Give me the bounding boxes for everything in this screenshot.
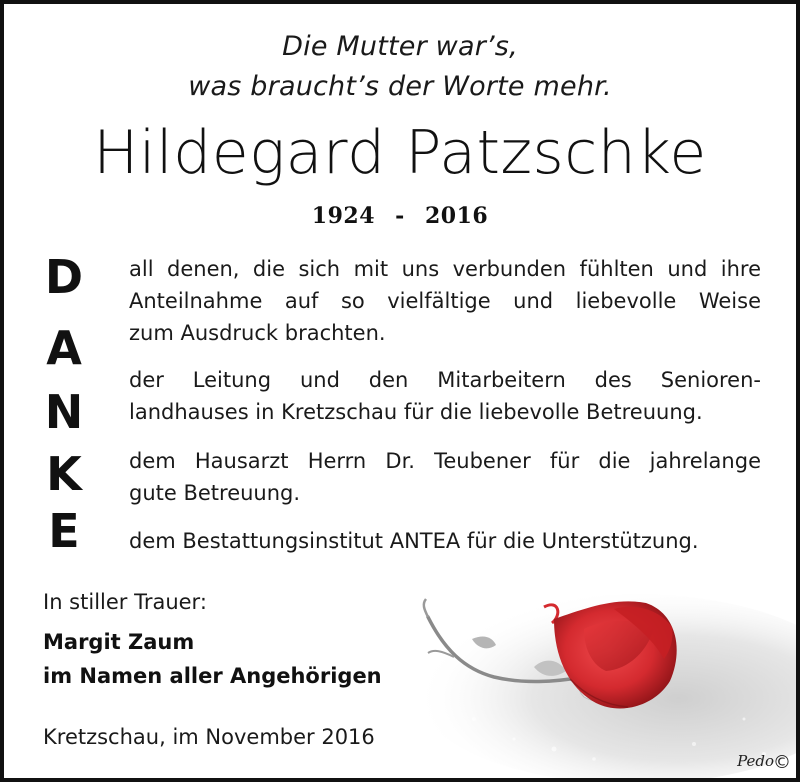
- thanks-line: Anteilnahme auf so vielfältige und liebevolle Weise: [129, 289, 761, 313]
- mourner-relatives: im Namen aller Angehörigen: [43, 664, 382, 688]
- danke-letter: D: [44, 250, 84, 304]
- mourning-intro: In stiller Trauer:: [43, 590, 207, 614]
- thanks-paragraph: [129, 364, 761, 428]
- place-date: Kretzschau, im November 2016: [43, 725, 375, 749]
- danke-letter: N: [44, 385, 84, 439]
- thanks-paragraph: [129, 445, 761, 509]
- life-years: [4, 203, 796, 229]
- thanks-line: dem Hausarzt Herrn Dr. Teubener für die jahrelange: [129, 449, 761, 473]
- birth-year: 1924: [311, 203, 375, 229]
- rose-image: [384, 579, 796, 778]
- deceased-name: Hildegard Patzschke: [93, 118, 707, 188]
- year-separator: -: [395, 203, 405, 229]
- thanks-line: der Leitung und den Mitarbeitern des Senioren-: [129, 368, 761, 392]
- thanks-line: landhauses in Kretzschau für die liebevolle Betreuung.: [129, 400, 703, 424]
- death-year: 2016: [424, 203, 489, 229]
- thanks-paragraph: [129, 253, 761, 349]
- danke-letter: A: [46, 321, 82, 375]
- motto-line-2: was braucht’s der Worte mehr.: [188, 71, 612, 102]
- thanks-line: zum Ausdruck brachten.: [129, 321, 386, 345]
- motto-line-1: Die Mutter war’s,: [282, 31, 518, 62]
- thanks-line: dem Bestattungsinstitut ANTEA für die Unterstützung.: [129, 529, 699, 553]
- danke-letter: E: [48, 504, 80, 558]
- copyright-mark: ©: [773, 752, 791, 773]
- designer-signature: Pedo: [737, 752, 774, 770]
- danke-letter: K: [46, 447, 82, 501]
- thanks-line: all denen, die sich mit uns verbunden fühlten und ihre: [129, 257, 761, 281]
- mourner-name: Margit Zaum: [43, 630, 195, 654]
- thanks-line: gute Betreuung.: [129, 481, 301, 505]
- thanks-paragraph: [129, 525, 761, 557]
